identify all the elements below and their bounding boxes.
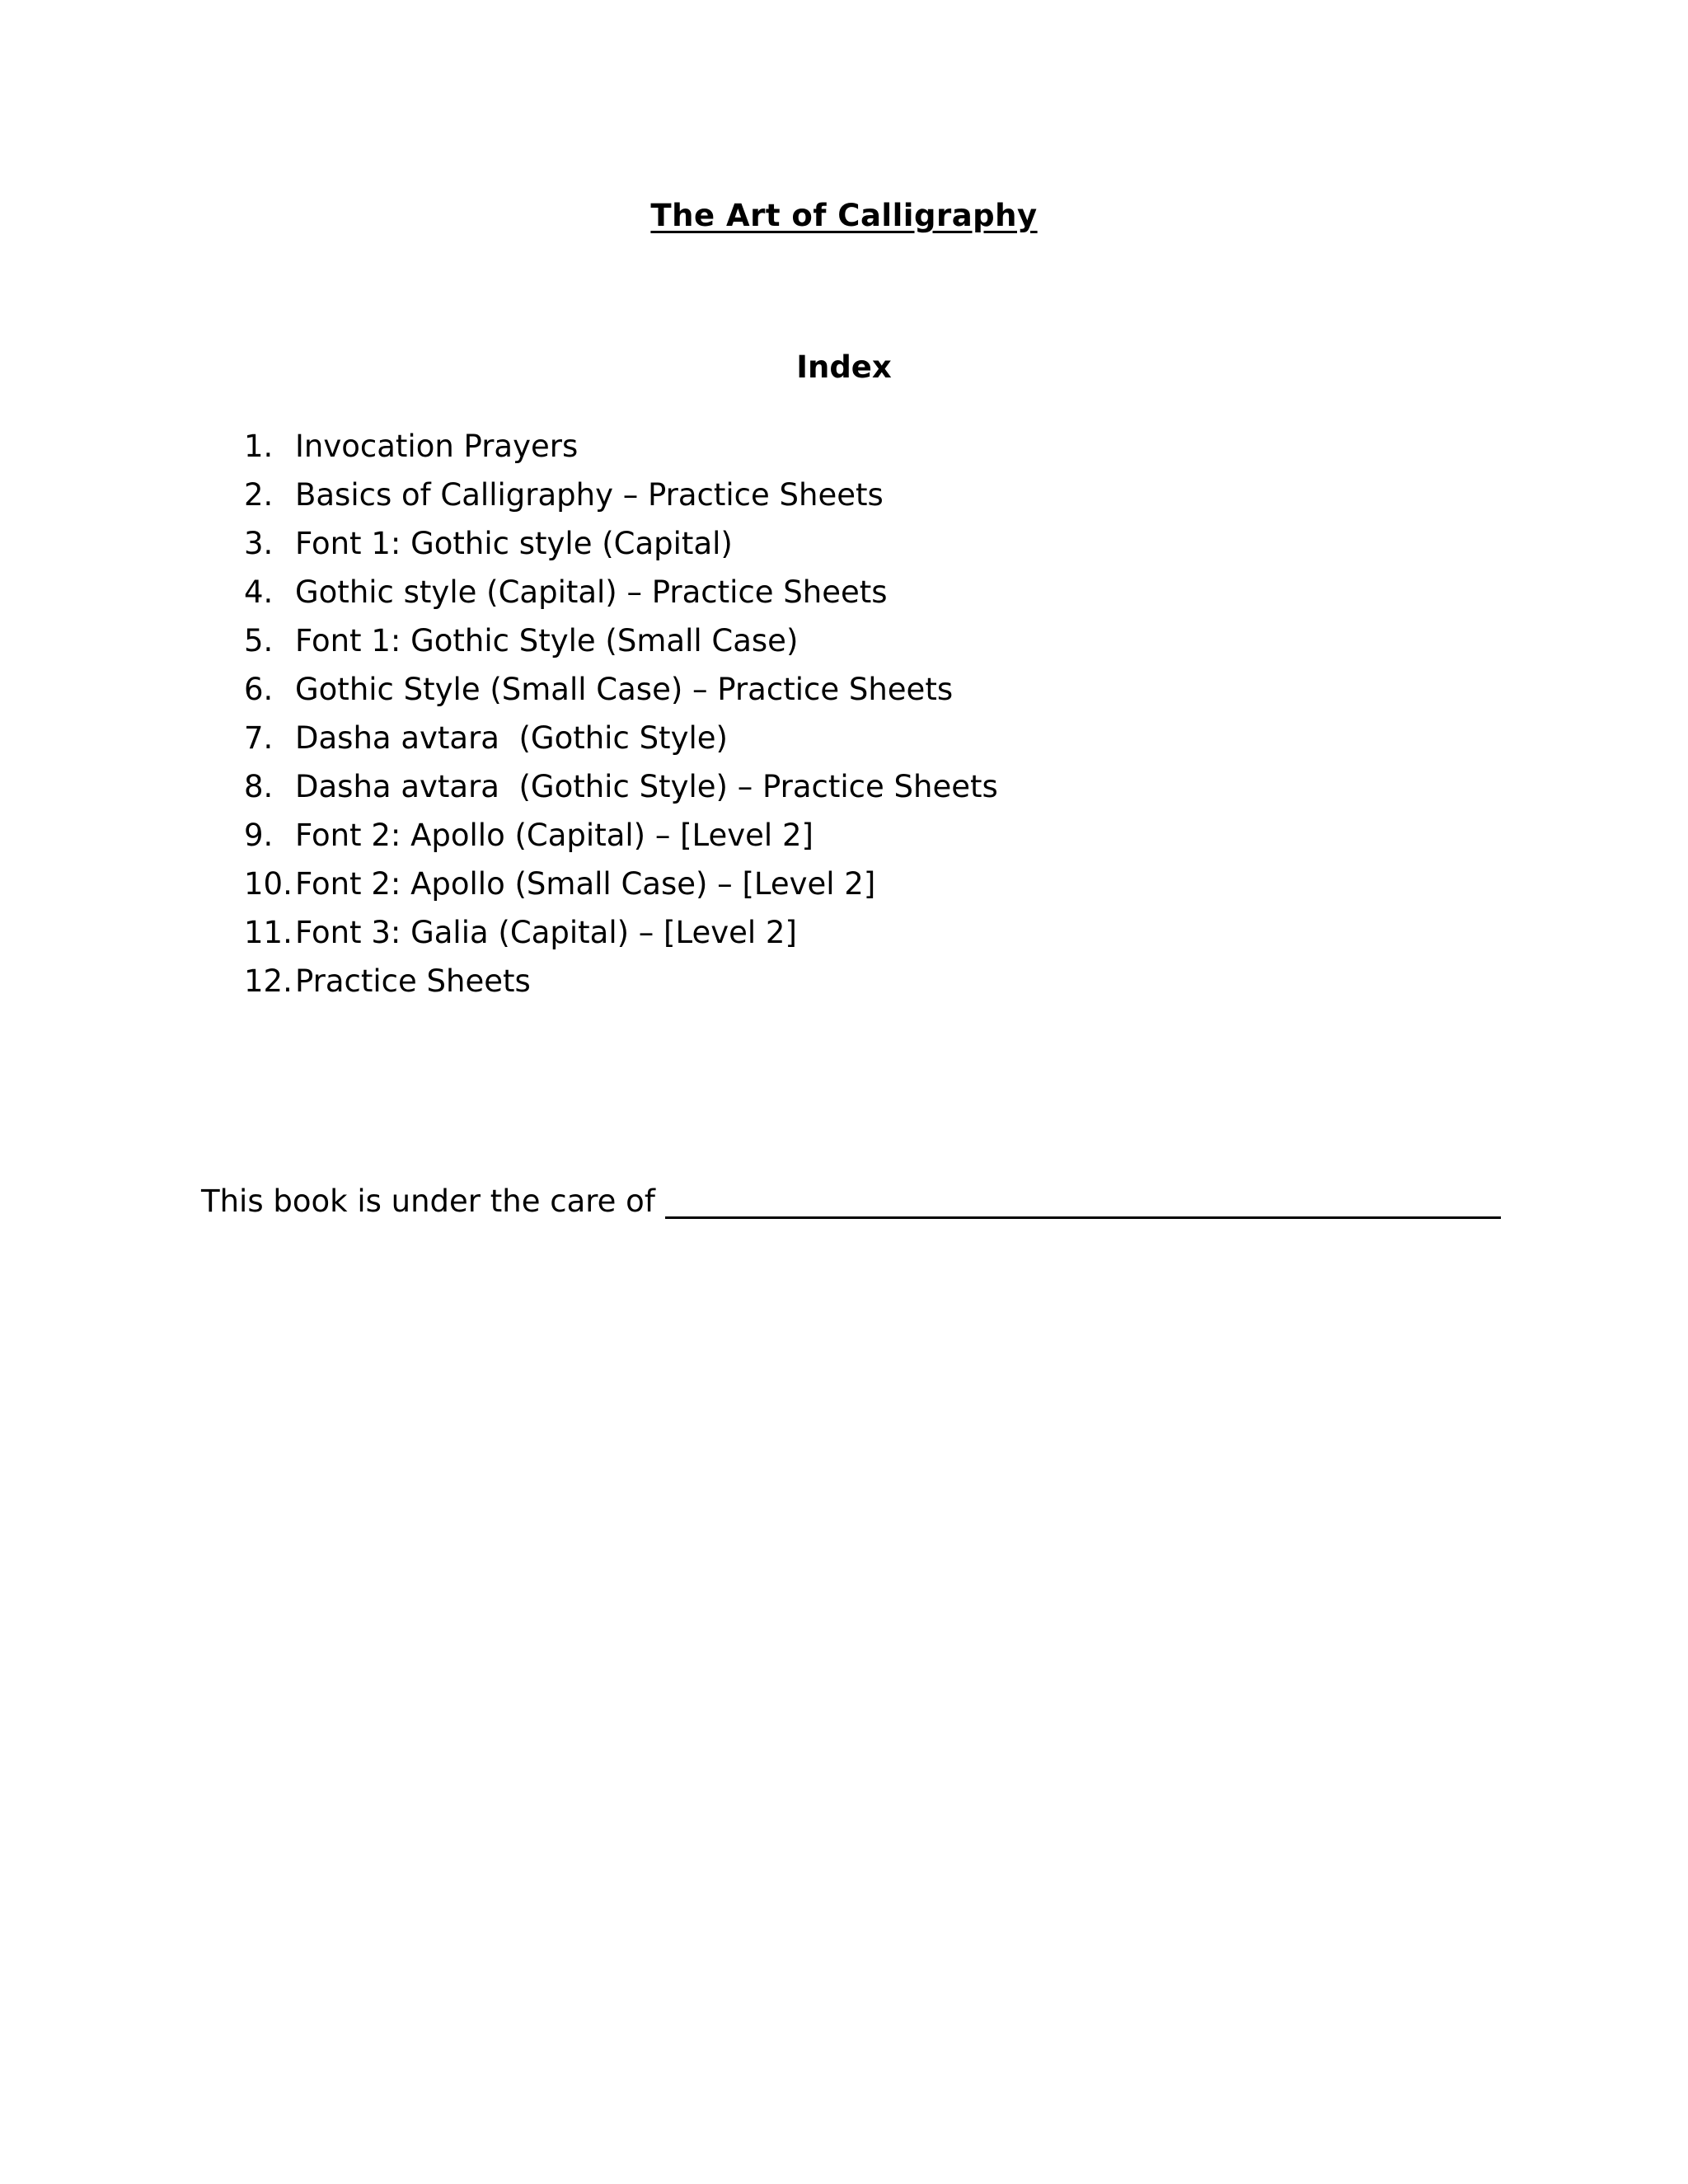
index-item-text: Font 3: Galia (Capital) – [Level 2] bbox=[295, 915, 797, 950]
index-item bbox=[244, 568, 998, 616]
index-item-text: Font 2: Apollo (Small Case) – [Level 2] bbox=[295, 866, 876, 902]
index-item bbox=[244, 422, 998, 471]
index-item-number: 6. bbox=[244, 672, 274, 707]
index-item-number: 12. bbox=[244, 963, 293, 999]
index-item bbox=[244, 471, 998, 519]
index-item bbox=[244, 762, 998, 811]
index-item-text: Font 1: Gothic Style (Small Case) bbox=[295, 623, 799, 658]
index-item bbox=[244, 860, 998, 908]
index-item bbox=[244, 811, 998, 860]
index-item-number: 1. bbox=[244, 429, 274, 464]
index-item-text: Practice Sheets bbox=[295, 963, 531, 999]
index-item-number: 4. bbox=[244, 574, 274, 610]
document-title: The Art of Calligraphy bbox=[650, 198, 1038, 233]
index-item-number: 10. bbox=[244, 866, 293, 902]
index-item-number: 2. bbox=[244, 477, 274, 513]
index-item bbox=[244, 714, 998, 762]
care-of-line bbox=[201, 1183, 1501, 1219]
index-item bbox=[244, 616, 998, 665]
index-item bbox=[244, 957, 998, 1005]
index-item bbox=[244, 519, 998, 568]
index-item-number: 8. bbox=[244, 769, 274, 804]
index-item-number: 11. bbox=[244, 915, 293, 950]
index-item-text: Font 2: Apollo (Capital) – [Level 2] bbox=[295, 818, 814, 853]
care-of-label: This book is under the care of bbox=[201, 1183, 655, 1219]
index-item-number: 7. bbox=[244, 720, 274, 756]
index-item-text: Gothic style (Capital) – Practice Sheets bbox=[295, 574, 888, 610]
index-item-number: 3. bbox=[244, 526, 274, 561]
index-item-number: 5. bbox=[244, 623, 274, 658]
index-item-text: Invocation Prayers bbox=[295, 429, 579, 464]
index-item bbox=[244, 908, 998, 957]
index-item-text: Gothic Style (Small Case) – Practice Sheets bbox=[295, 672, 954, 707]
index-item-text: Basics of Calligraphy – Practice Sheets bbox=[295, 477, 884, 513]
index-item bbox=[244, 665, 998, 714]
care-of-blank-line bbox=[665, 1187, 1501, 1219]
index-heading: Index bbox=[796, 349, 892, 385]
index-item-text: Dasha avtara (Gothic Style) – Practice Sheets bbox=[295, 769, 998, 804]
index-list bbox=[244, 422, 998, 1005]
index-item-text: Dasha avtara (Gothic Style) bbox=[295, 720, 728, 756]
index-item-number: 9. bbox=[244, 818, 274, 853]
index-item-text: Font 1: Gothic style (Capital) bbox=[295, 526, 733, 561]
